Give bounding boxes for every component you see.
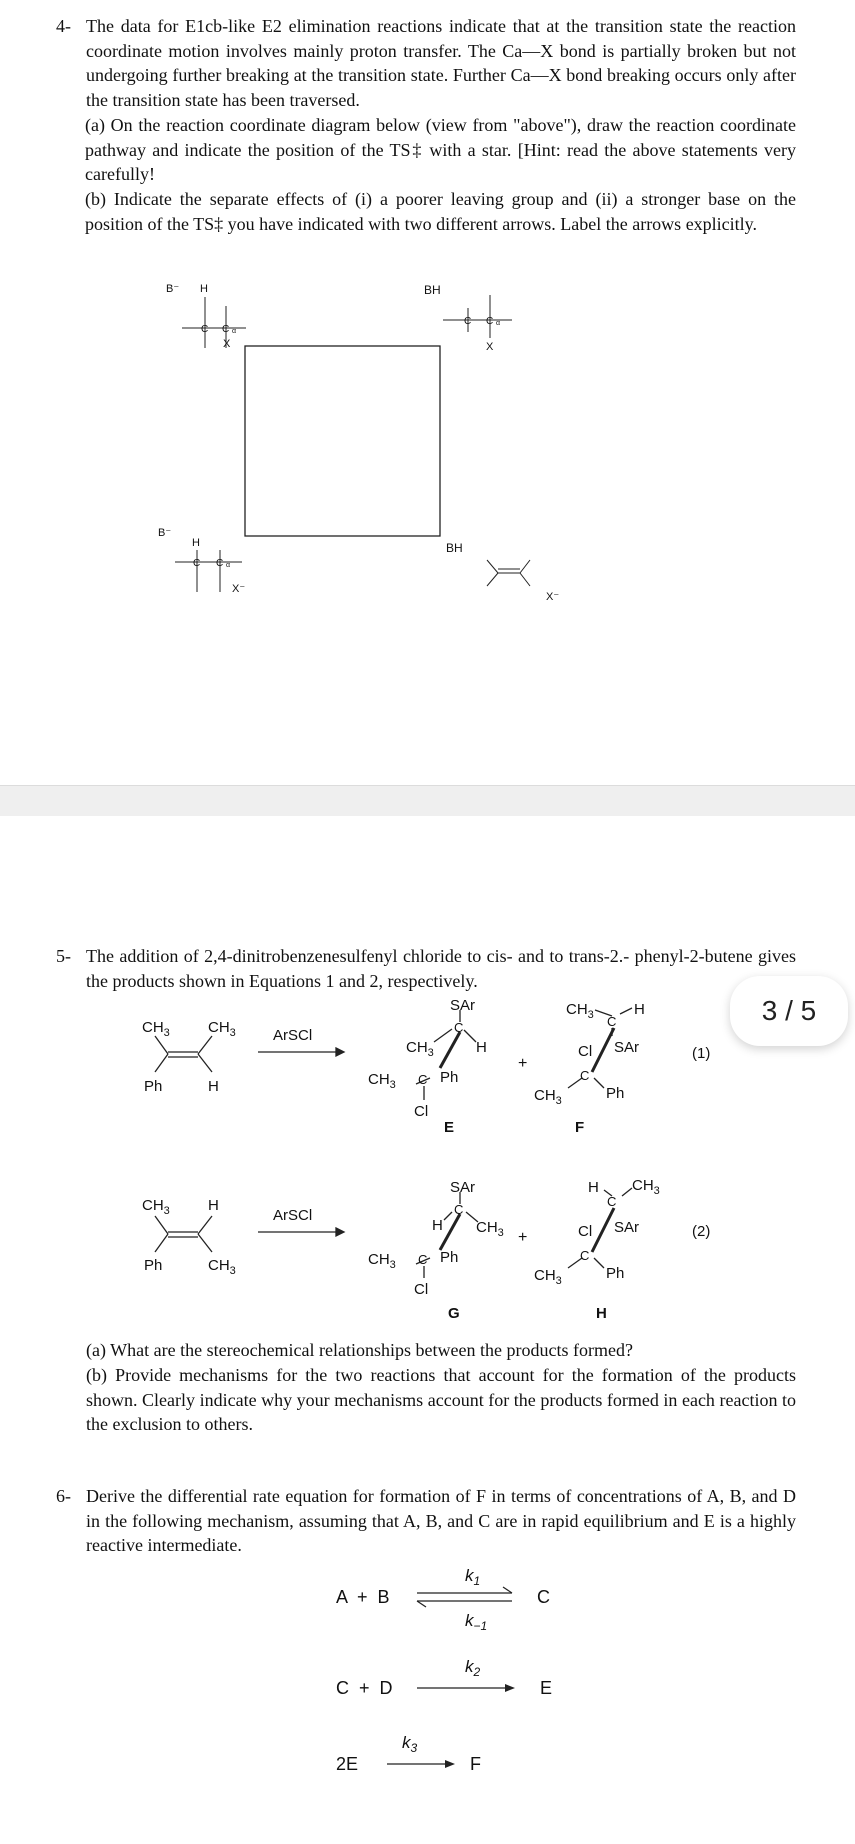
eq2-number: (2) [692, 1223, 711, 1240]
eq2-reagent: ArSCl [273, 1207, 313, 1224]
question-5 [56, 944, 796, 993]
e-ph: Ph [440, 1069, 459, 1086]
eq2-ch3-left: $CH_3$ [142, 1197, 170, 1217]
question-5-part-a: (a) What are the stereochemical relationships between the products formed? [86, 1340, 633, 1360]
question-4-number: 4- [56, 16, 71, 36]
question-5-part-b: (b) Provide mechanisms for the two reactions that account for the formation of the products shown. Clearly indicate why your mechanisms account for the products formed in each reaction to the exclusion to others. [86, 1365, 796, 1434]
page-indicator[interactable]: 3 / 5 [730, 976, 848, 1046]
f-cl: Cl [578, 1043, 593, 1060]
tl-c2-label: C [222, 324, 230, 335]
tl-h-label: H [200, 283, 208, 295]
question-5-text: The addition of 2,4-dinitrobenzenesulfenyl chloride to cis- and to trans-2.- phenyl-2-butene gives the products shown in Equations 1 and 2, respectively. [86, 946, 796, 991]
label-h: H [596, 1305, 607, 1322]
question-4-part-b: (b) Indicate the separate effects of (i) a poorer leaving group and (ii) a stronger base on the position of the TS‡ you have indicated with two different arrows. Label the arrows explicitly. [85, 189, 796, 234]
g-sar: SAr [450, 1179, 476, 1196]
r3-right: F [470, 1754, 481, 1774]
label-g: G [448, 1305, 460, 1322]
label-f: F [575, 1119, 585, 1136]
eq2-plus: + [518, 1229, 528, 1246]
question-6-number: 6- [56, 1486, 71, 1506]
bl-c1-label: C [193, 558, 201, 569]
g-h: H [432, 1217, 443, 1234]
question-5-number: 5- [56, 946, 71, 966]
r2-right: E [540, 1678, 553, 1698]
question-4-text: The data for E1cb-like E2 elimination reactions indicate that at the transition state the reaction coordinate motion involves mainly proton transfer. The Ca—X bond is partially broken but not undergoing further breaking at the transition state. Further Ca—X bond breaking occurs only after the transition state has been traversed. [86, 16, 796, 110]
h-sar: SAr [614, 1219, 640, 1236]
r2-left: C + D [336, 1678, 393, 1698]
e-h: H [476, 1039, 487, 1056]
question-6-text: Derive the differential rate equation for formation of F in terms of concentrations of A, B, and D in the following mechanism, assuming that A, B, and C are in rapid equilibrium and E is a highly reactive intermediate. [86, 1486, 796, 1555]
e-c-top: C [454, 1020, 464, 1035]
g-ph: Ph [440, 1249, 459, 1266]
g-ch3-lower: $CH_3$ [368, 1251, 396, 1271]
g-ch3: $CH_3$ [476, 1219, 504, 1239]
f-h-top: H [634, 1001, 645, 1018]
eq1-plus: + [518, 1055, 528, 1072]
bl-alpha-label: α [226, 562, 231, 569]
f-c-top: C [607, 1014, 617, 1029]
tl-c1-label: C [201, 324, 209, 335]
e-ch3: $CH_3$ [406, 1039, 434, 1059]
h-ch3-lower: $CH_3$ [534, 1267, 562, 1287]
h-h-top: H [588, 1179, 599, 1196]
r3-k: $k_3$ [402, 1733, 418, 1755]
r1-right: C [537, 1587, 550, 1607]
r3-left: 2E [336, 1754, 359, 1774]
eq1-ph-left: Ph [144, 1078, 163, 1095]
h-c-top: C [607, 1194, 617, 1209]
eq1-number: (1) [692, 1045, 711, 1062]
e-c-lower: C [418, 1072, 428, 1087]
eq1-ch3-right: $CH_3$ [208, 1019, 236, 1039]
g-c-top: C [454, 1202, 464, 1217]
e-ch3-lower: $CH_3$ [368, 1071, 396, 1091]
page-3-top [0, 0, 855, 785]
g-cl: Cl [414, 1281, 429, 1298]
tr-alpha-label: α [496, 320, 501, 327]
f-ch3-lower: $CH_3$ [534, 1087, 562, 1107]
h-ph: Ph [606, 1265, 625, 1282]
tl-base-label: B⁻ [166, 283, 180, 295]
tl-x-label: X [223, 338, 231, 350]
eq2-ch3-right: $CH_3$ [208, 1257, 236, 1277]
f-ch3-top: $CH_3$ [566, 1001, 594, 1021]
f-c-lower: C [580, 1068, 590, 1083]
r1-k-forward: $k_1$ [465, 1566, 481, 1588]
tr-x-label: X [486, 341, 494, 353]
bl-x-label: X⁻ [232, 583, 246, 595]
bl-h-label: H [192, 537, 200, 549]
br-base-label: BH [446, 541, 463, 555]
f-sar: SAr [614, 1039, 640, 1056]
question-6 [56, 1484, 796, 1558]
r2-k: $k_2$ [465, 1657, 481, 1679]
r1-k-reverse: $k_{-1}$ [465, 1611, 488, 1633]
f-ph: Ph [606, 1085, 625, 1102]
bl-c2-label: C [216, 558, 224, 569]
br-x-label: X⁻ [546, 591, 560, 603]
eq1-ch3-left: $CH_3$ [142, 1019, 170, 1039]
question-4-part-a: (a) On the reaction coordinate diagram below (view from "above"), draw the reaction coordinate pathway and indicate the position of the TS‡ with a star. [Hint: read the above statements very carefully! [85, 115, 796, 184]
e-sar: SAr [450, 997, 476, 1014]
tr-c2-label: C [486, 316, 494, 327]
r1-left: A + B [336, 1587, 390, 1607]
eq2-ph-left: Ph [144, 1257, 163, 1274]
rate-mechanism [0, 1556, 855, 1796]
tl-alpha-label: α [232, 328, 237, 335]
h-ch3-top: $CH_3$ [632, 1177, 660, 1197]
page-separator [0, 785, 855, 817]
e-cl: Cl [414, 1103, 429, 1120]
h-c-lower: C [580, 1248, 590, 1263]
tr-c1-label: C [464, 316, 472, 327]
eq1-h-right: H [208, 1078, 219, 1095]
h-cl: Cl [578, 1223, 593, 1240]
sulfenyl-addition-equations [0, 996, 855, 1336]
tr-base-label: BH [424, 283, 441, 297]
label-e: E [444, 1119, 455, 1136]
g-c-lower: C [418, 1252, 428, 1267]
eq2-h-right: H [208, 1197, 219, 1214]
question-4 [56, 14, 796, 112]
eq1-reagent: ArSCl [273, 1027, 313, 1044]
bl-base-label: B⁻ [158, 527, 172, 539]
reaction-coordinate-diagram [0, 270, 855, 630]
